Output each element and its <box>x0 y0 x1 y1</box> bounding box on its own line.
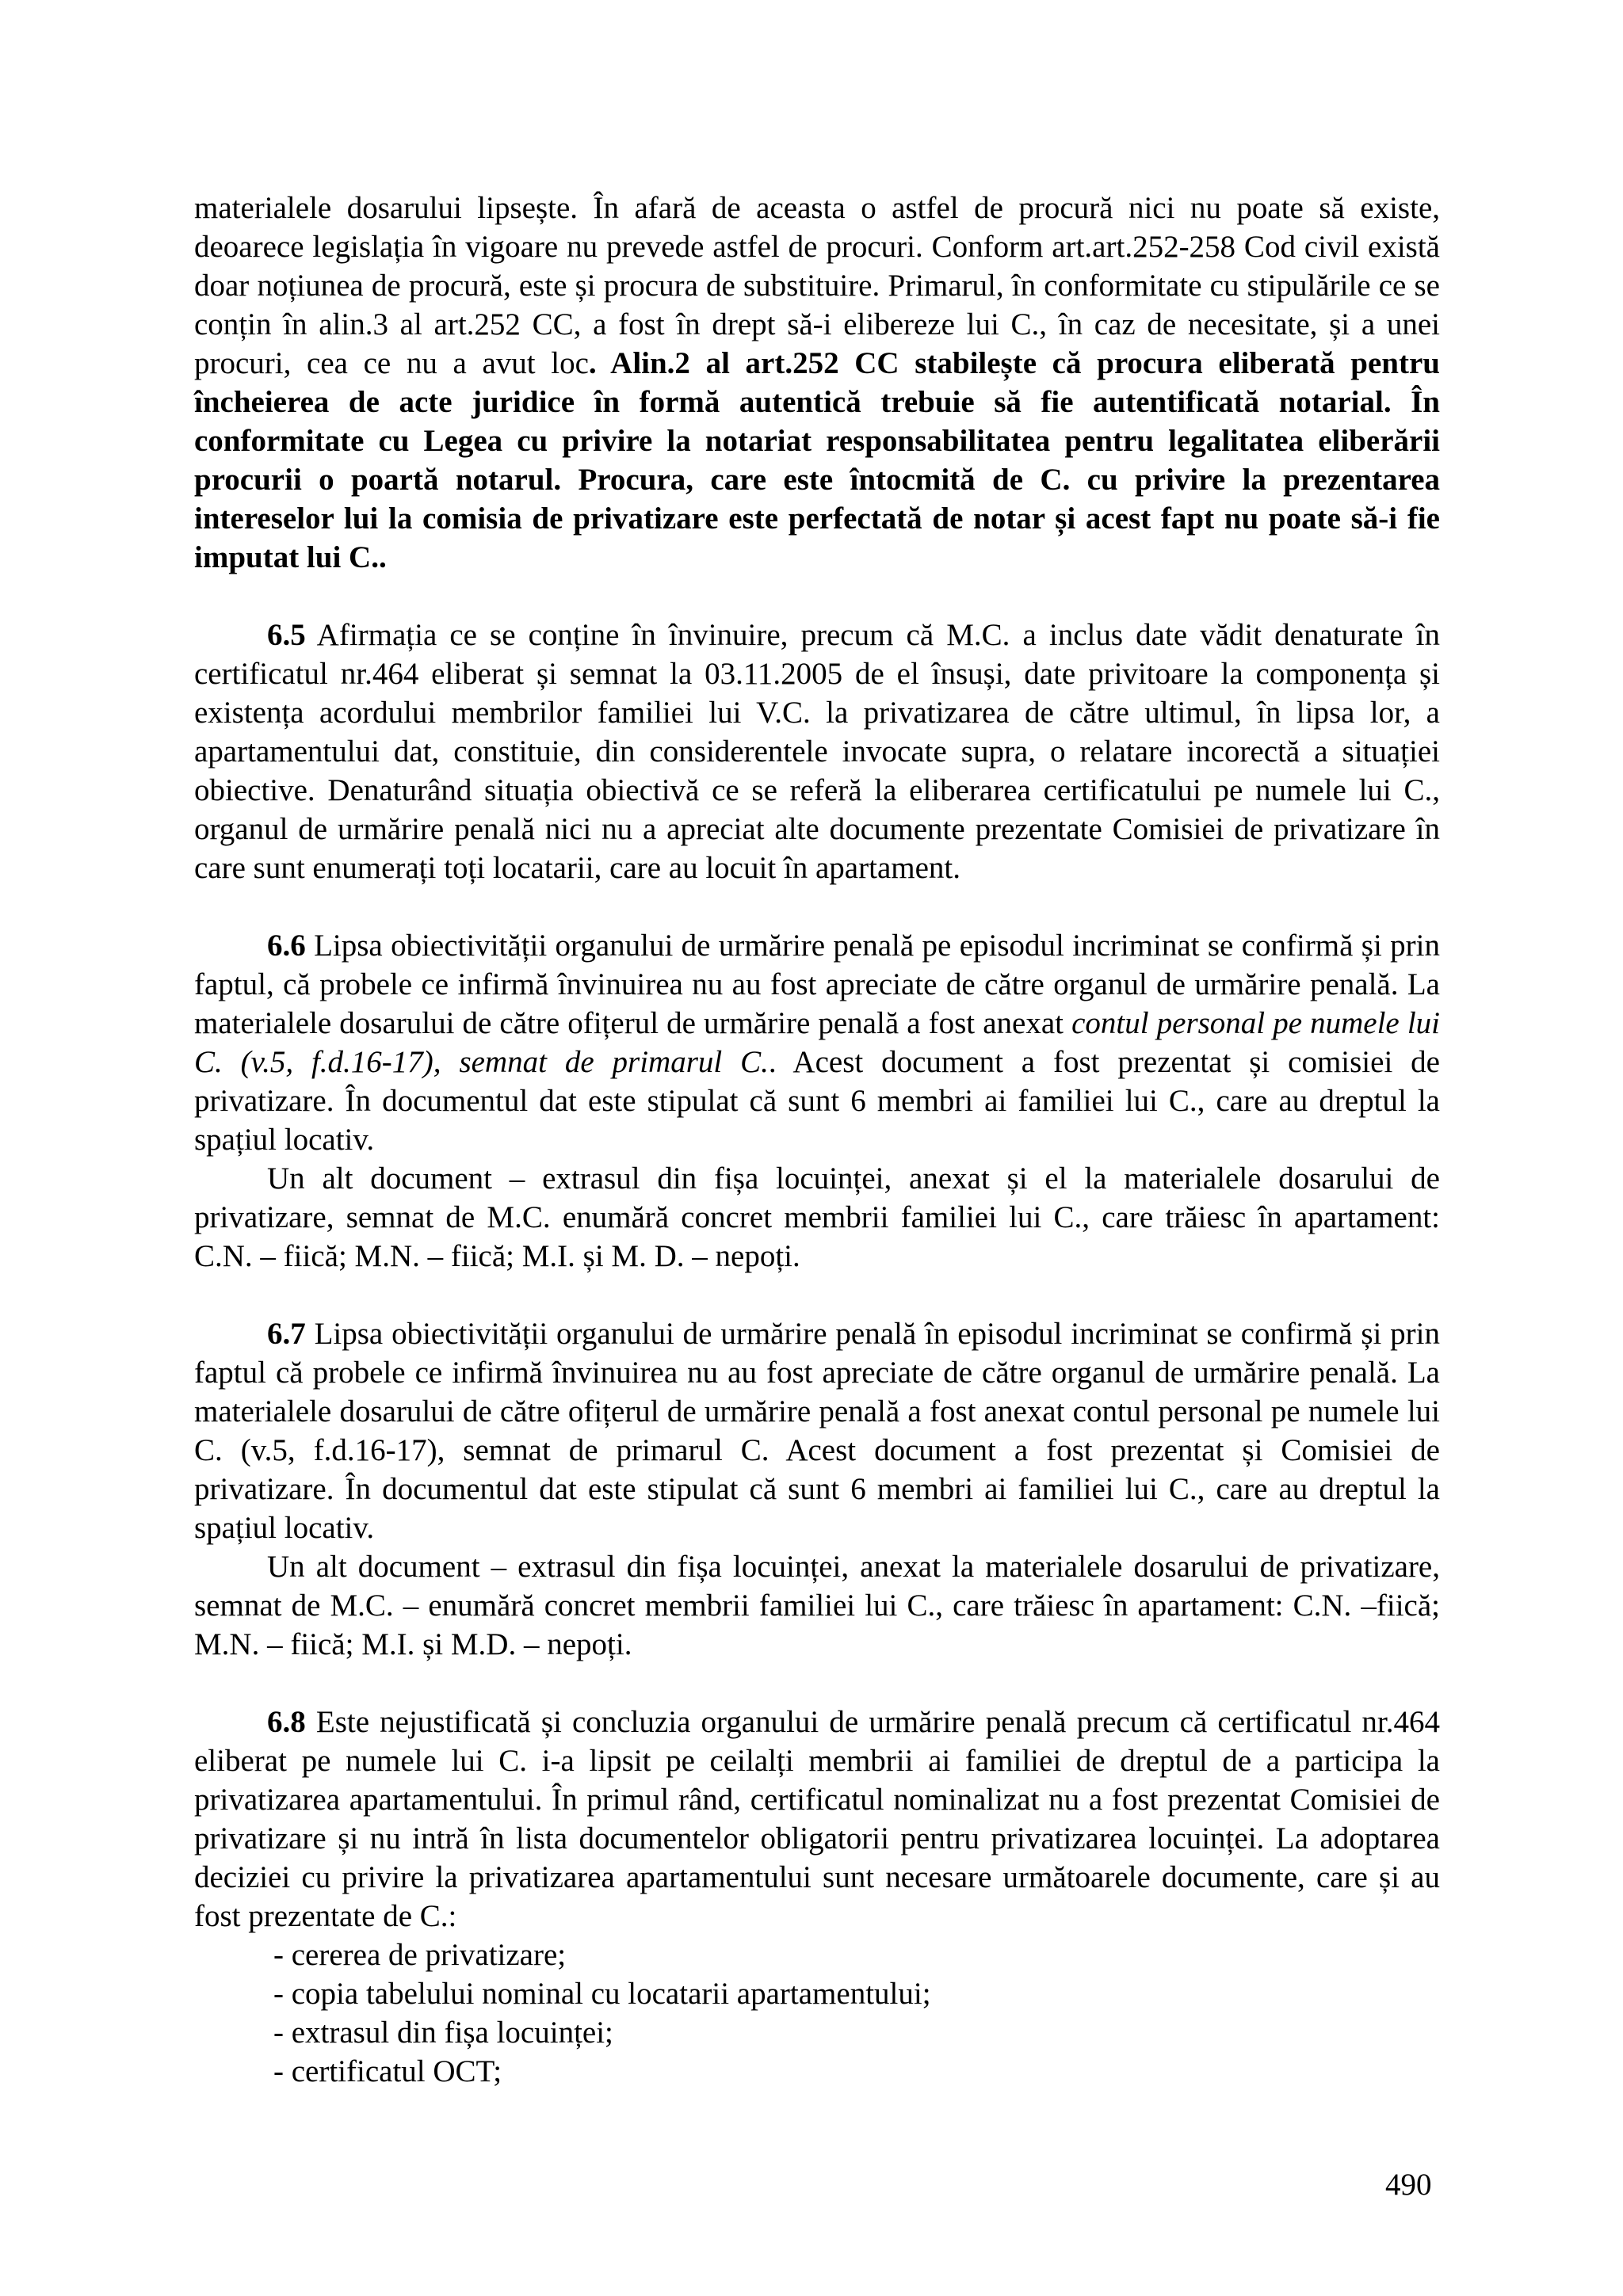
paragraph-6-6-continued <box>194 1159 1440 1276</box>
paragraph-6-6 <box>194 926 1440 1159</box>
paragraph-6-7-continued <box>194 1547 1440 1664</box>
paragraph-procura <box>194 189 1440 577</box>
list-item: - extrasul din fișa locuinței; <box>273 2016 613 2050</box>
list-item: - copia tabelului nominal cu locatarii apartamentului; <box>273 1977 931 2011</box>
paragraph-text: . Acest document a fost prezentat și comisiei de privatizare. În documentul dat este stipulat că sunt 6 membri ai familiei lui C., care au dreptul la spațiul locativ. <box>194 1045 1440 1157</box>
document-body <box>194 189 1440 2091</box>
list-item: - cererea de privatizare; <box>273 1938 567 1972</box>
paragraph-text: Un alt document – extrasul din fișa locuinței, anexat și el la materialele dosarului de privatizare, semnat de M.C. enumără concret membrii familiei lui C., care trăiesc în apartament: C.N. – fiică; M.N. – fiică; M.I. și M. D. – nepoți. <box>194 1161 1440 1273</box>
paragraph-6-8 <box>194 1703 1440 1936</box>
section-number: 6.7 <box>267 1317 306 1351</box>
italic-text: contul personal pe numele lui C. (v.5, f.d.16-17), semnat de primarul C. <box>194 1006 1440 1079</box>
paragraph-text: Lipsa obiectivității organului de urmărire penală pe episodul incriminat se confirmă și prin faptul, că probele ce infirmă învinuirea nu au fost apreciate de către organul de urmărire penală. La materialele dosarului de către ofițerul de urmărire penală a fost anexat <box>194 929 1440 1040</box>
paragraph-6-5 <box>194 616 1440 887</box>
paragraph-text: Un alt document – extrasul din fișa locuinței, anexat la materialele dosarului de privatizare, semnat de M.C. – enumără concret membrii familiei lui C., care trăiesc în apartament: C.N. –fiică; M.N. – fiică; M.I. și M.D. – nepoți. <box>194 1550 1440 1661</box>
paragraph-text: Lipsa obiectivității organului de urmărire penală în episodul incriminat se confirmă și prin faptul că probele ce infirmă învinuirea nu au fost apreciate de către organul de urmărire penală. La materialele dosarului de către ofițerul de urmărire penală a fost anexat contul personal pe numele lui C. (v.5, f.d.16-17), semnat de primarul C. Acest document a fost prezentat și Comisiei de privatizare. În documentul dat este stipulat că sunt 6 membri ai familiei lui C., care au dreptul la spațiul locativ. <box>194 1317 1440 1545</box>
list-item: - certificatul OCT; <box>273 2054 502 2088</box>
paragraph-text: Este nejustificată și concluzia organului de urmărire penală precum că certificatul nr.464 eliberat pe numele lui C. i-a lipsit pe ceilalți membrii ai familiei de dreptul de a participa la privatizarea apartamentului. În primul rând, certificatul nominalizat nu a fost prezentat Comisiei de privatizare și nu intră în lista documentelor obligatorii pentru privatizarea locuinței. La adoptarea deciziei cu privire la privatizarea apartamentului sunt necesare următoarele documente, care și au fost prezentate de C.: <box>194 1705 1440 1933</box>
section-number: 6.6 <box>267 929 306 963</box>
document-list <box>194 1936 1440 2091</box>
paragraph-6-7 <box>194 1314 1440 1547</box>
section-number: 6.8 <box>267 1705 306 1739</box>
page-number: 490 <box>1385 2168 1432 2202</box>
bold-text: . Alin.2 al art.252 CC stabilește că procura eliberată pentru încheierea de acte juridice în formă autentică trebuie să fie autentificată notarial. În conformitate cu Legea cu privire la notariat responsabilitatea pentru legalitatea eliberării procurii o poartă notarul. Procura, care este întocmită de C. cu privire la prezentarea intereselor lui la comisia de privatizare este perfectată de notar și acest fapt nu poate să-i fie imputat lui C.. <box>194 346 1440 574</box>
paragraph-text: materialele dosarului lipsește. În afară de aceasta o astfel de procură nici nu poate să existe, deoarece legislația în vigoare nu prevede astfel de procuri. Conform art.art.252-258 Cod civil există doar noțiunea de procură, este și procura de substituire. Primarul, în conformitate cu stipulările ce se conțin în alin.3 al art.252 CC, a fost în drept să-i elibereze lui C., în caz de necesitate, și a unei procuri, cea ce nu a avut loc <box>194 191 1440 380</box>
section-number: 6.5 <box>267 618 306 652</box>
paragraph-text: Afirmația ce se conține în învinuire, precum că M.C. a inclus date vădit denaturate în certificatul nr.464 eliberat și semnat la 03.11.2005 de el însuși, date privitoare la componența și existența acordului membrilor familiei lui V.C. la privatizarea de către ultimul, în lipsa lor, a apartamentului dat, constituie, din considerentele invocate supra, o relatare incorectă a situației obiective. Denaturând situația obiectivă ce se referă la eliberarea certificatului pe numele lui C., organul de urmărire penală nici nu a apreciat alte documente prezentate Comisiei de privatizare în care sunt enumerați toți locatarii, care au locuit în apartament. <box>194 618 1440 885</box>
